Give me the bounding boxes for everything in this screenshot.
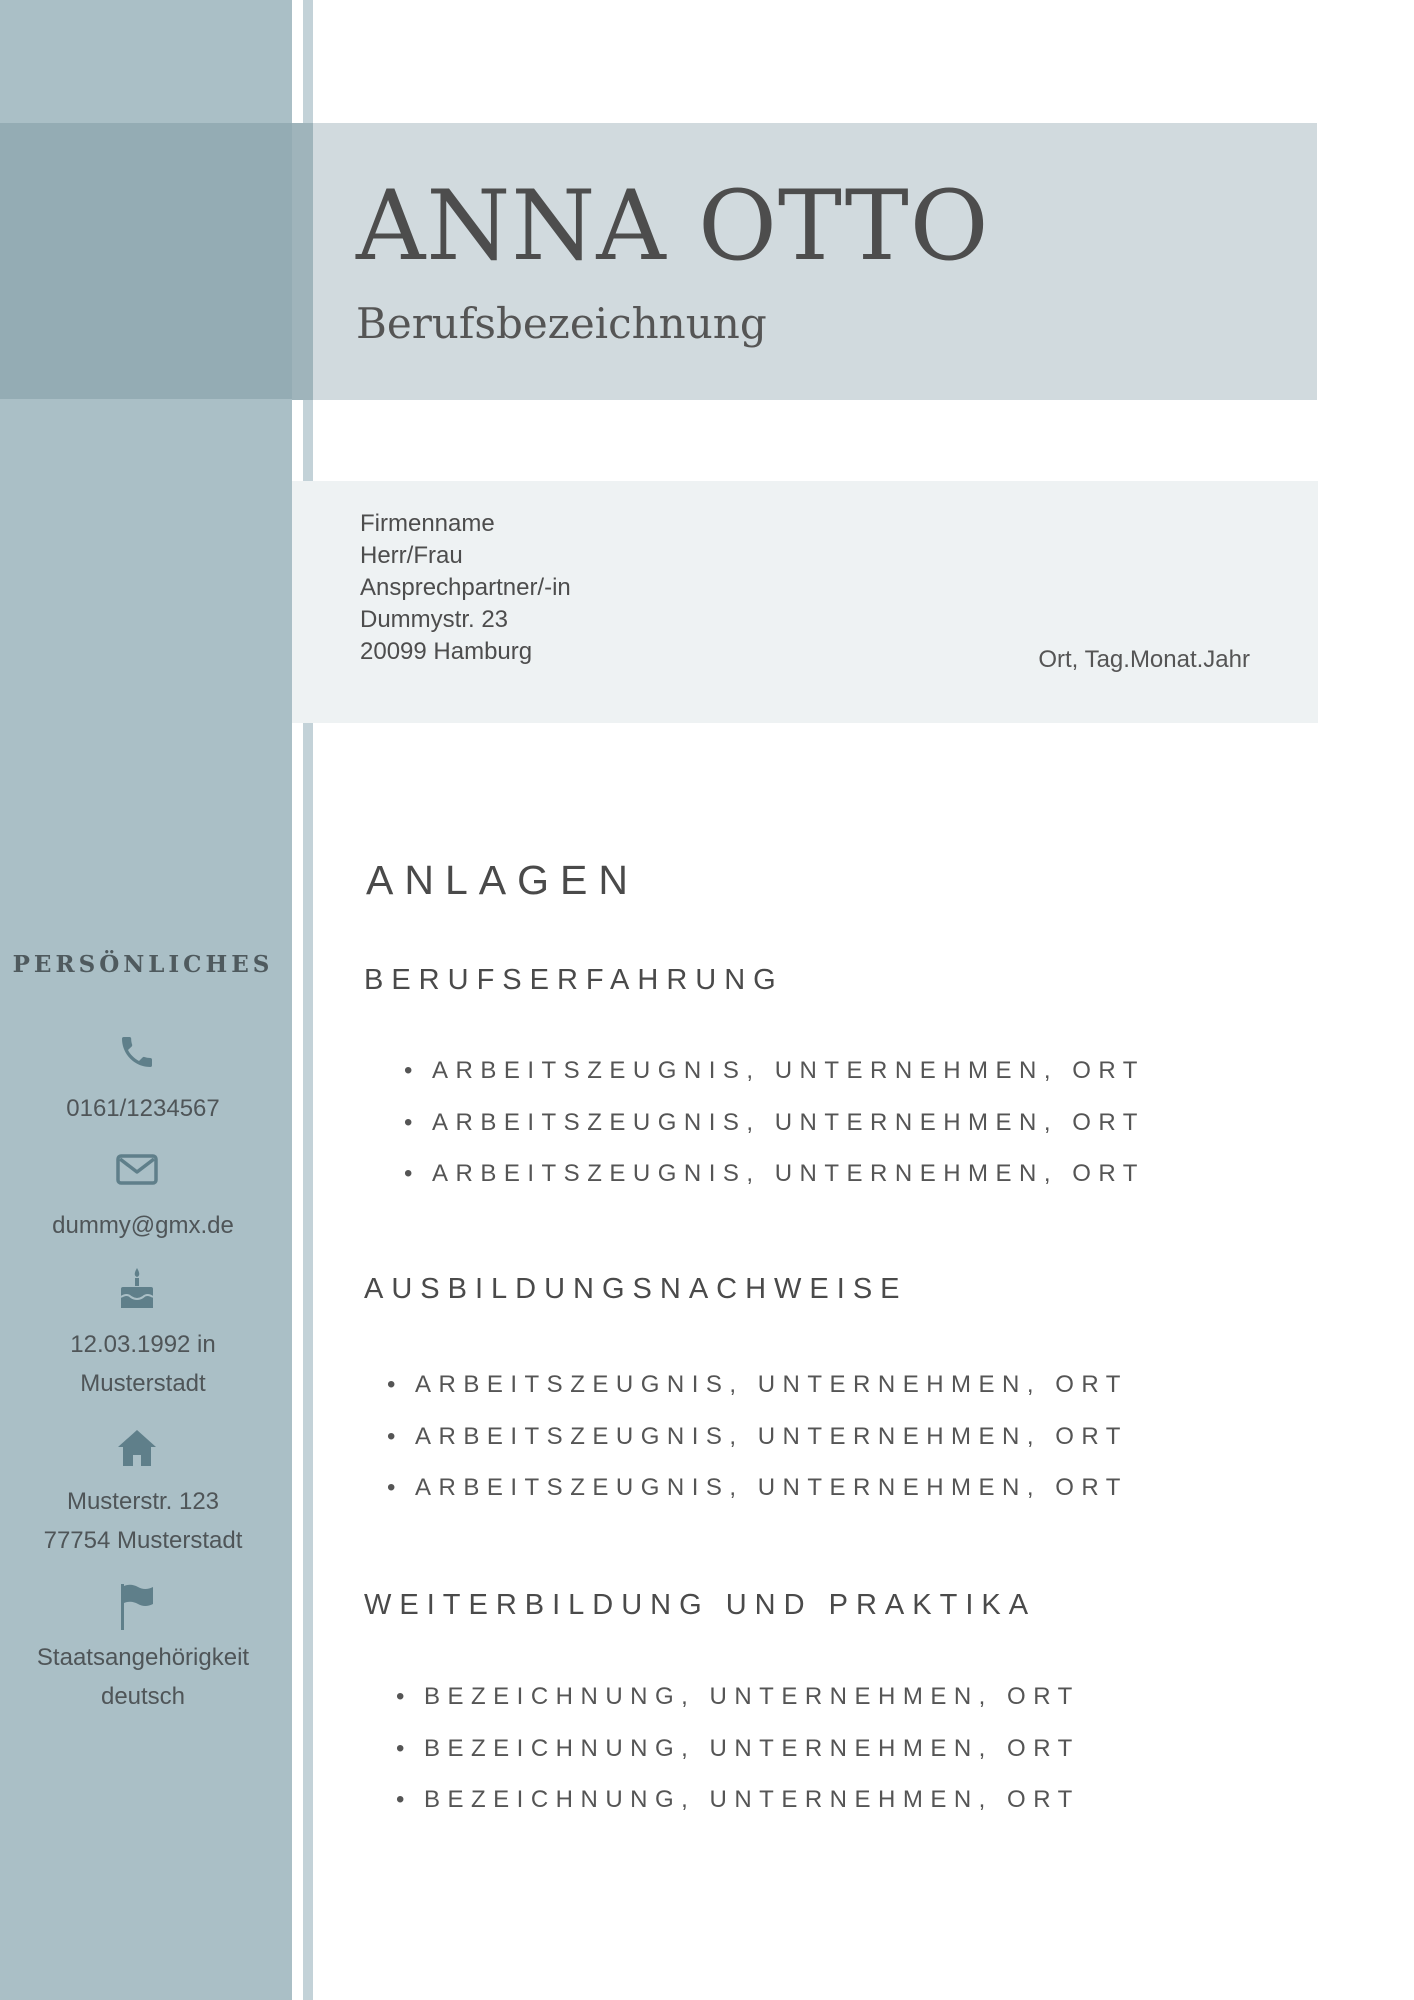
list-item-text: ARBEITSZEUGNIS, UNTERNEHMEN, ORT bbox=[432, 1057, 1145, 1084]
nationality-label: Staatsangehörigkeit bbox=[36, 1644, 250, 1671]
list-item-text: ARBEITSZEUGNIS, UNTERNEHMEN, ORT bbox=[415, 1371, 1128, 1398]
list-item-text: BEZEICHNUNG, UNTERNEHMEN, ORT bbox=[424, 1683, 1080, 1710]
section-heading-weiterbildung: WEITERBILDUNG UND PRAKTIKA bbox=[364, 1589, 1037, 1621]
list-item-text: ARBEITSZEUGNIS, UNTERNEHMEN, ORT bbox=[415, 1474, 1128, 1501]
sidebar-header-band bbox=[0, 123, 292, 399]
mail-icon bbox=[0, 1152, 274, 1196]
list-item-text: ARBEITSZEUGNIS, UNTERNEHMEN, ORT bbox=[415, 1422, 1128, 1450]
flag-icon bbox=[0, 1582, 274, 1626]
address-street: Musterstr. 123 bbox=[66, 1488, 220, 1515]
list-ausbildungsnachweise bbox=[387, 1359, 1128, 1514]
recipient-contact: Ansprechpartner/-in bbox=[360, 574, 571, 601]
applicant-name: ANNA OTTO bbox=[356, 170, 990, 282]
list-item bbox=[387, 1462, 1128, 1514]
list-item bbox=[396, 1774, 1080, 1826]
list-item-text: ARBEITSZEUGNIS, UNTERNEHMEN, ORT bbox=[432, 1160, 1145, 1187]
list-item bbox=[387, 1359, 1128, 1411]
job-title: Berufsbezeichnung bbox=[356, 299, 767, 348]
header-block-overlay bbox=[292, 123, 313, 400]
list-item bbox=[404, 1097, 1145, 1149]
bullet-icon: • bbox=[387, 1474, 396, 1501]
anlagen-title: ANLAGEN bbox=[366, 857, 639, 903]
bullet-icon: • bbox=[404, 1108, 413, 1136]
address-city: 77754 Musterstadt bbox=[43, 1527, 243, 1554]
list-item-text: ARBEITSZEUGNIS, UNTERNEHMEN, ORT bbox=[432, 1108, 1145, 1136]
list-item bbox=[404, 1045, 1145, 1097]
list-berufserfahrung bbox=[404, 1045, 1145, 1200]
list-item-text: BEZEICHNUNG, UNTERNEHMEN, ORT bbox=[424, 1786, 1080, 1813]
recipient-company: Firmenname bbox=[360, 510, 495, 537]
section-heading-ausbildungsnachweise: AUSBILDUNGSNACHWEISE bbox=[364, 1273, 908, 1305]
section-heading-berufserfahrung: BERUFSERFAHRUNG bbox=[364, 964, 784, 996]
list-item bbox=[396, 1723, 1080, 1775]
bullet-icon: • bbox=[404, 1160, 413, 1187]
place-date: Ort, Tag.Monat.Jahr bbox=[1038, 646, 1250, 673]
phone-icon bbox=[0, 1032, 274, 1076]
list-weiterbildung bbox=[396, 1671, 1080, 1826]
recipient-salutation: Herr/Frau bbox=[360, 542, 463, 569]
bullet-icon: • bbox=[387, 1422, 396, 1450]
recipient-address bbox=[360, 508, 571, 668]
phone-number: 0161/1234567 bbox=[66, 1095, 220, 1122]
bullet-icon: • bbox=[387, 1371, 396, 1398]
personal-heading: PERSÖNLICHES bbox=[12, 951, 274, 978]
bullet-icon: • bbox=[396, 1734, 405, 1762]
list-item bbox=[404, 1148, 1145, 1200]
recipient-street: Dummystr. 23 bbox=[360, 606, 509, 633]
home-icon bbox=[0, 1427, 274, 1471]
bullet-icon: • bbox=[404, 1057, 413, 1084]
birthday-cake-icon bbox=[0, 1266, 274, 1310]
bullet-icon: • bbox=[396, 1683, 405, 1710]
list-item-text: BEZEICHNUNG, UNTERNEHMEN, ORT bbox=[424, 1734, 1080, 1762]
list-item bbox=[396, 1671, 1080, 1723]
list-item bbox=[387, 1411, 1128, 1463]
email-address: dummy@gmx.de bbox=[52, 1212, 234, 1239]
nationality-value: deutsch bbox=[100, 1683, 186, 1710]
bullet-icon: • bbox=[396, 1786, 405, 1813]
recipient-city: 20099 Hamburg bbox=[360, 638, 533, 665]
birth-date: 12.03.1992 in bbox=[70, 1331, 216, 1358]
birth-place: Musterstadt bbox=[80, 1370, 206, 1397]
